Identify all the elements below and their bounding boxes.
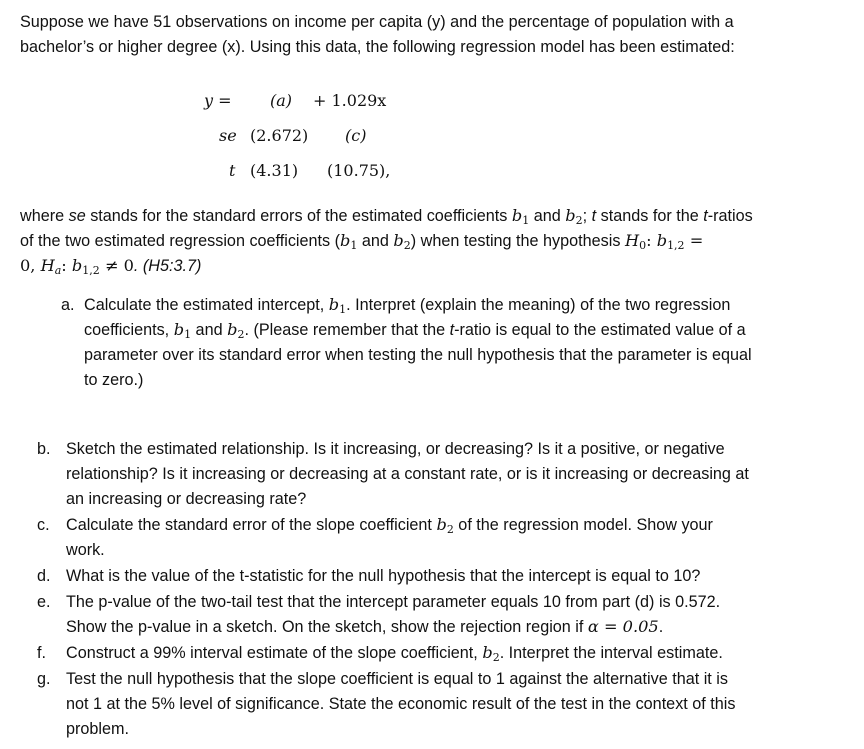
equation-t-slope: (10.75), <box>327 161 391 180</box>
question-c-line-1: Calculate the standard error of the slope coefficient $b_2$ of the regression model. Show your <box>66 515 713 536</box>
intro-line-2: bachelor’s or higher degree (x). Using this data, the following regression model has been estimated: <box>20 38 735 56</box>
question-a-line-2: coefficients, $b_1$ and $b_2$. (Please remember that the t-ratio is equal to the estimated value of a <box>84 320 746 341</box>
definition-line-2: of the two estimated regression coefficients ($b_1$ and $b_2$) when testing the hypothesis $H_0$: $b_{1,2}$ = <box>20 231 704 252</box>
question-a-line-1: Calculate the estimated intercept, $b_1$. Interpret (explain the meaning) of the two regression <box>84 295 731 316</box>
equation-se-label: se <box>219 126 237 145</box>
equation-t-label: t <box>229 161 236 180</box>
definition-line-1: where se stands for the standard errors of the estimated coefficients $b_1$ and $b_2$; t stands for the t-ratios <box>20 206 753 227</box>
question-e-line-2: Show the p-value in a sketch. On the sketch, show the rejection region if α = 0.05. <box>66 617 664 636</box>
question-c-marker: c. <box>37 516 50 534</box>
equation-y-label: y = <box>204 91 232 110</box>
question-a-marker: a. <box>61 296 75 314</box>
question-b-line-3: an increasing or decreasing rate? <box>66 490 307 508</box>
question-b-marker: b. <box>37 440 51 458</box>
equation-se-slope: (c) <box>345 126 367 145</box>
question-d-line-1: What is the value of the t-statistic for the null hypothesis that the intercept is equal to 10? <box>66 567 701 585</box>
question-g-line-3: problem. <box>66 720 129 738</box>
question-g-line-1: Test the null hypothesis that the slope coefficient is equal to 1 against the alternative that it is <box>66 670 728 688</box>
equation-se-intercept: (2.672) <box>250 126 309 145</box>
question-b-line-1: Sketch the estimated relationship. Is it increasing, or decreasing? Is it a positive, or negative <box>66 440 725 458</box>
equation-intercept: (a) <box>270 91 293 110</box>
question-f-line-1: Construct a 99% interval estimate of the slope coefficient, $b_2$. Interpret the interval estimate. <box>66 643 723 664</box>
equation-slope-term: + 1.029x <box>313 91 387 110</box>
question-e-line-1: The p-value of the two-tail test that the intercept parameter equals 10 from part (d) is 0.572. <box>66 593 721 611</box>
question-b-line-2: relationship? Is it increasing or decreasing at a constant rate, or is it increasing or decreasing at <box>66 465 749 483</box>
question-g-line-2: not 1 at the 5% level of significance. State the economic result of the test in the context of this <box>66 695 736 713</box>
question-c-line-2: work. <box>66 541 105 559</box>
question-d-marker: d. <box>37 567 51 585</box>
question-e-marker: e. <box>37 593 51 611</box>
definition-line-3: 0, $H_a$: $b_{1,2} \ne 0$. (H5:3.7) <box>20 256 202 277</box>
equation-t-intercept: (4.31) <box>250 161 299 180</box>
question-g-marker: g. <box>37 670 51 688</box>
question-a-line-3: parameter over its standard error when testing the null hypothesis that the parameter is equal <box>84 346 752 364</box>
question-a-line-4: to zero.) <box>84 371 144 389</box>
intro-line-1: Suppose we have 51 observations on income per capita (y) and the percentage of population with a <box>20 13 734 31</box>
question-f-marker: f. <box>37 644 46 662</box>
